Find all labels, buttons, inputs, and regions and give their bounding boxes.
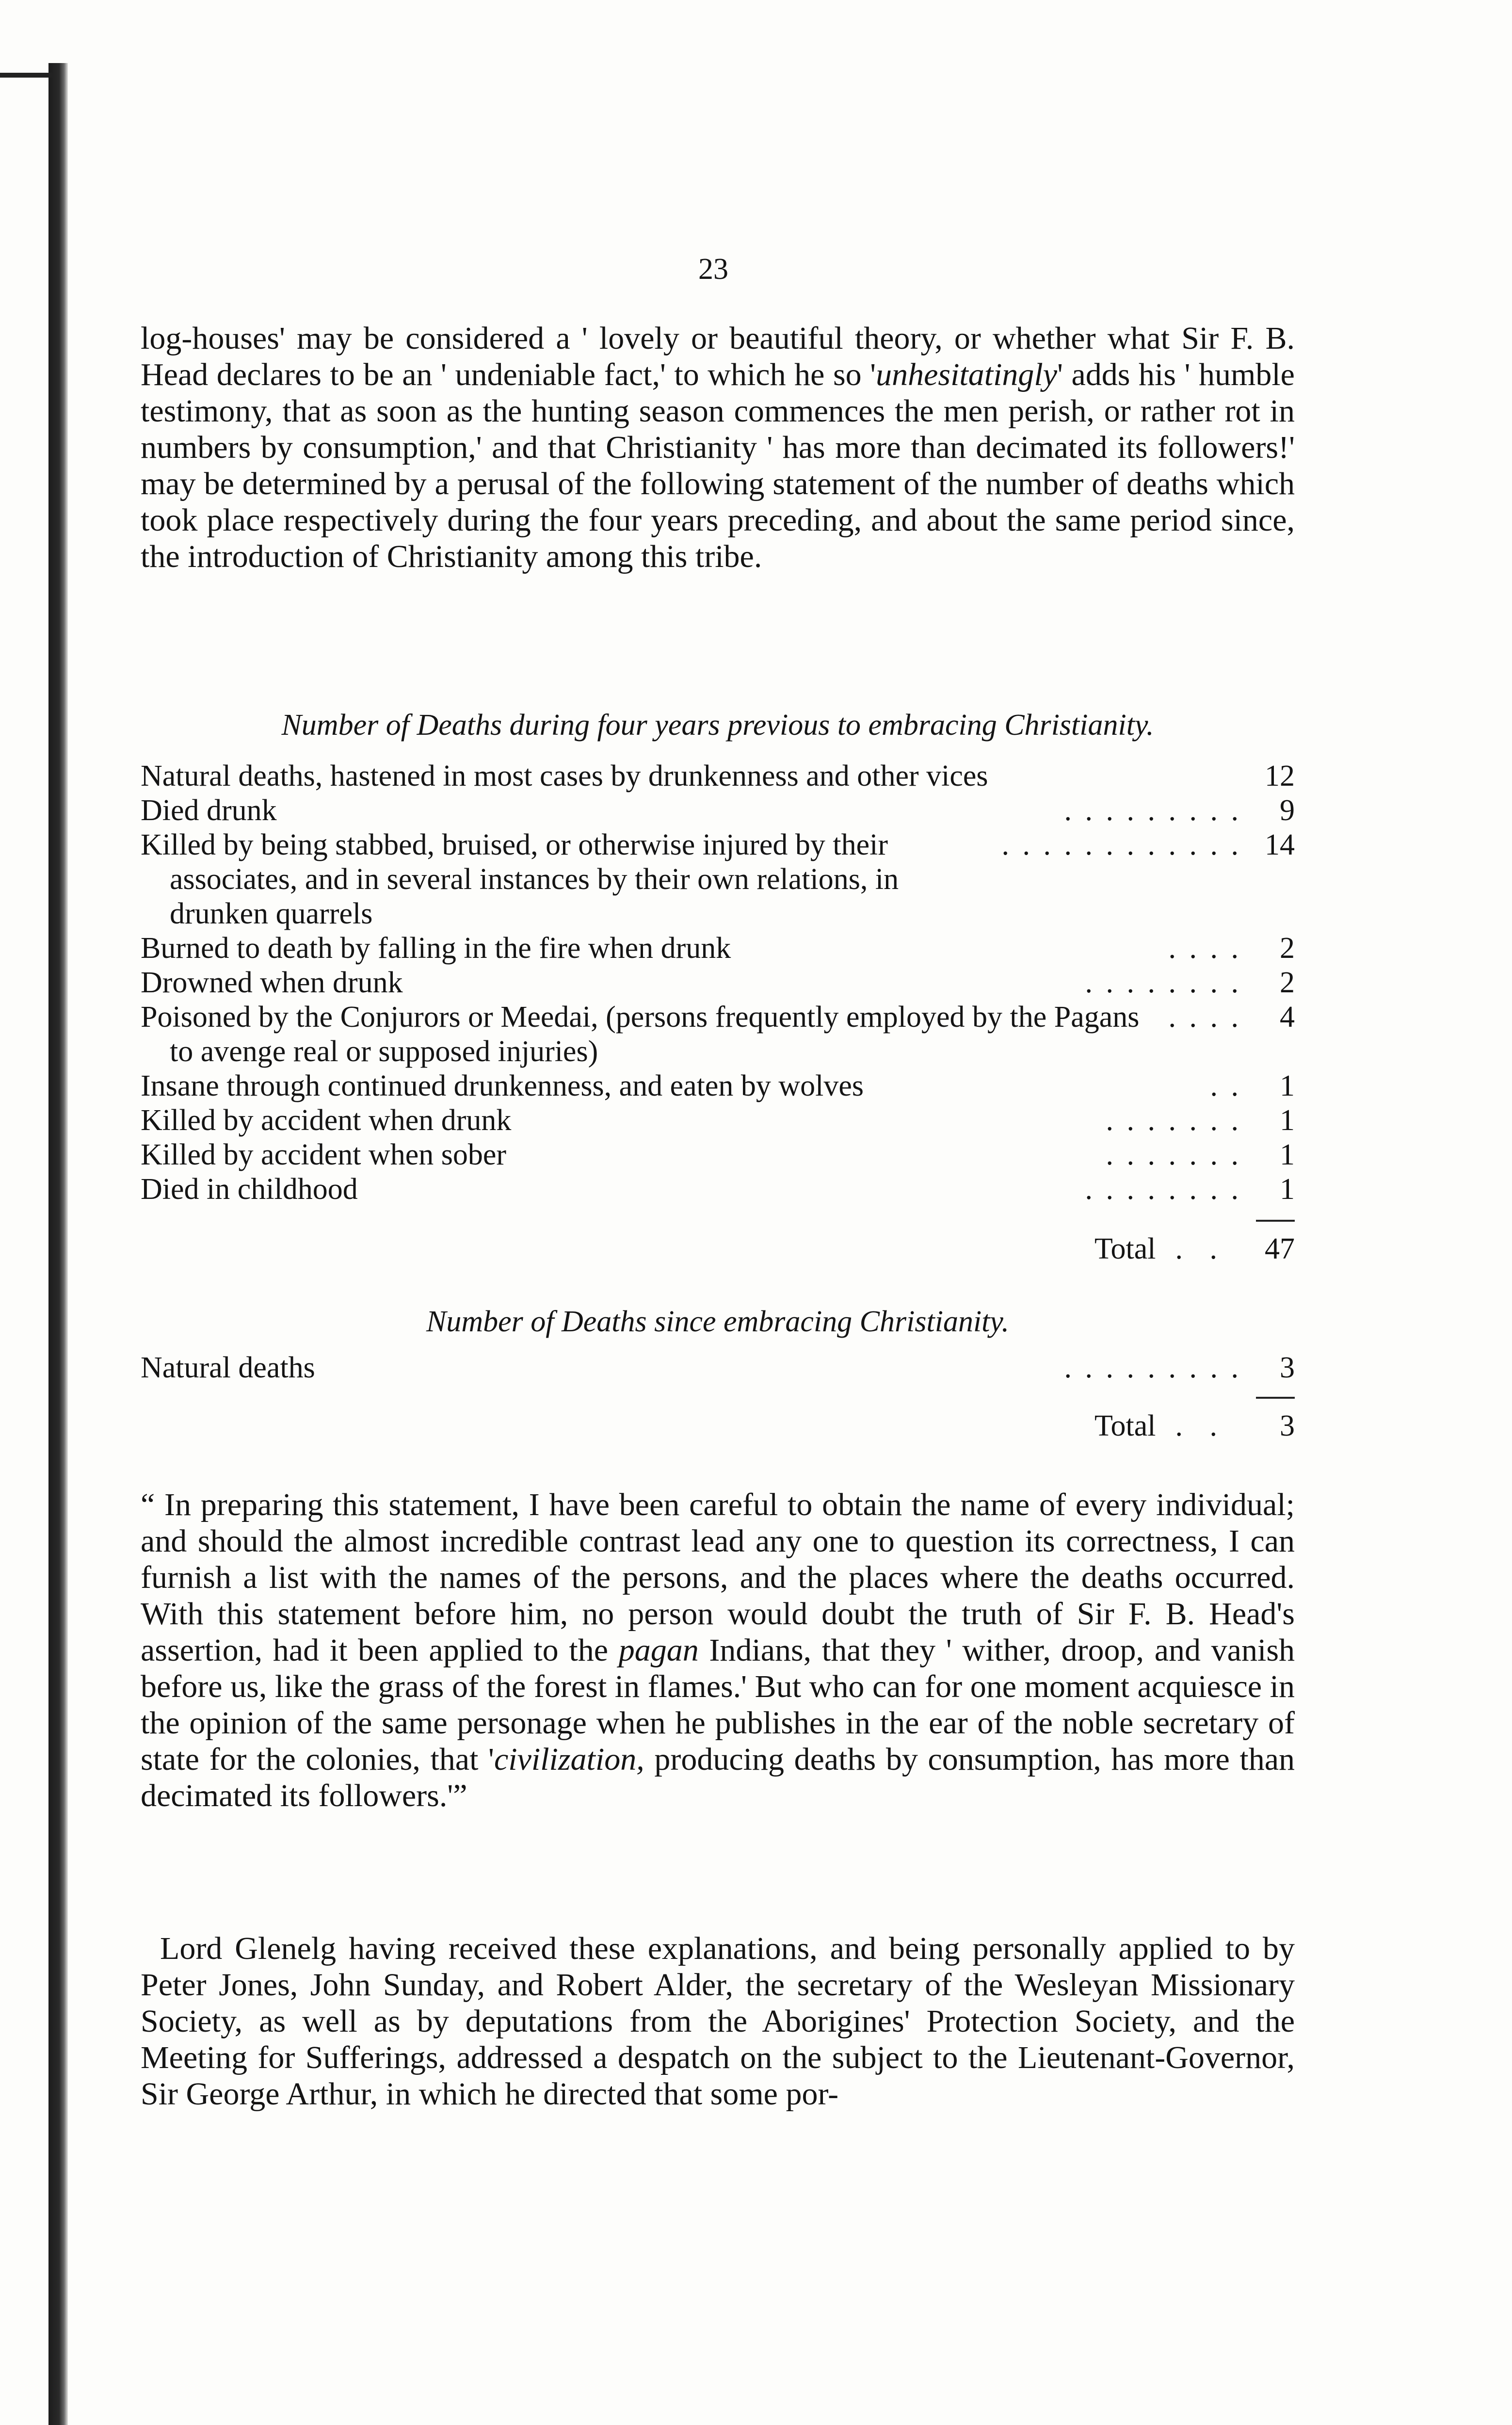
text-run: “ In preparing this statement, I have been careful to obtain the name of every individual; and should the almost incredible contrast lead any one to question its correctness, I can furnish a list with the names of the persons, and the places where the deaths occurred. With this statement before him, no person would doubt the truth of Sir F. B. Head's assertion, had it been applied to the [141,1487,1295,1668]
page-edge-mark [0,73,53,78]
deaths-after-table [141,1351,1295,1385]
table-row [141,1172,1295,1207]
leader-dots: . . . . . . . . [1085,966,1241,999]
text-run: ' adds his ' humble testimony, that as soon as the hunting season commences the men perish, or rather rot in numbers by consumption,' and that Christianity ' has more than decimated its followers!' may be determined by a perusal of the following statement of the number of deaths which took place respectively during the four years preceding, and about the same period since, the introduction of Christianity among this tribe. [141,357,1295,574]
total-rule [1256,1220,1295,1222]
row-label: Insane through continued drunkenness, and eaten by wolves [141,1069,864,1102]
emphasis-text: unhesitatingly [876,357,1058,392]
total-value: 47 [1265,1232,1295,1265]
row-value: 12 [1265,760,1295,792]
row-label: Natural deaths, hastened in most cases by drunkenness and other vices [141,760,988,792]
row-value: 3 [1280,1351,1295,1384]
row-value: 2 [1280,932,1295,965]
leader-dots: . . . . . . . [1106,1104,1241,1137]
table-row [141,1069,1295,1103]
row-label: Killed by being stabbed, bruised, or otherwise injured by their associates, and in several instances by their own relations, in drunken quarrels [141,828,899,930]
text-run: Indians, that they ' wither, droop, and vanish before us, like the grass of the forest in flames.' But who can for one moment acquiesce in the opinion of the same personage when he publishes in the ear of the noble secretary of state for the colonies, that ' [141,1633,1295,1777]
row-label: Died drunk [141,794,277,827]
total-rule [1256,1397,1295,1399]
table-row [141,1138,1295,1172]
row-value: 1 [1280,1173,1295,1206]
text-run: producing deaths by consumption, has more than decimated its followers.'” [141,1742,1295,1813]
row-value: 14 [1265,828,1295,861]
table-row [141,793,1295,828]
row-label: Killed by accident when sober [141,1138,507,1171]
row-value: 1 [1280,1069,1295,1102]
row-label: Died in childhood [141,1173,358,1206]
quote-paragraph [141,1487,1295,1814]
row-label: Drowned when drunk [141,966,403,999]
row-label: Burned to death by falling in the fire when drunk [141,932,731,965]
row-label: Natural deaths [141,1351,315,1384]
table-row [141,1103,1295,1138]
table-row [141,828,1295,931]
row-label: Poisoned by the Conjurors or Meedai, (persons frequently employed by the Pagans to avenge real or supposed injuries) [141,1001,1140,1068]
total-row-before [1094,1232,1295,1266]
total-label: Total [1094,1232,1156,1265]
leader-dots: . . [1175,1409,1227,1442]
leader-dots: . . . . . . . . . [1064,794,1241,827]
text-run: log-houses' may be considered a ' lovely or beautiful theory, or whether what Sir F. B. Head declares to be an ' undeniable fact,' to which he so ' [141,321,1295,392]
table-heading-before: Number of Deaths during four years previous to embracing Christianity. [281,709,1154,742]
leader-dots: . . [1175,1232,1227,1265]
row-value: 2 [1280,966,1295,999]
closing-paragraph: Lord Glenelg having received these explanations, and being personally applied to by Peter Jones, John Sunday, and Robert Alder, the secretary of the Wesleyan Missionary Society, as well as by deputations from the Aborigines' Protection Society, and the Meeting for Sufferings, addressed a despatch on the subject to the Lieutenant-Governor, Sir George Arthur, in which he directed that some por- [141,1931,1295,2112]
table-row [141,1351,1295,1385]
row-value: 4 [1280,1001,1295,1034]
leader-dots: . . . . . . . . [1085,1173,1241,1206]
opening-paragraph [141,320,1295,575]
row-value: 9 [1280,794,1295,827]
leader-dots: . . . . . . . . . [1064,1351,1241,1384]
leader-dots: . . [1210,1069,1241,1102]
table-row [141,759,1295,793]
total-row-after [1094,1409,1295,1443]
row-label: Killed by accident when drunk [141,1104,512,1137]
table-heading-after: Number of Deaths since embracing Christianity. [426,1305,1010,1338]
page-number: 23 [698,253,728,286]
leader-dots: . . . . . . . . . . . . [1001,828,1241,861]
leader-dots: . . . . . . . [1106,1138,1241,1171]
table-row [141,966,1295,1000]
leader-dots: . . . . [1168,932,1241,965]
emphasis-text: pagan [618,1633,699,1668]
emphasis-text: civilization, [494,1742,644,1777]
leader-dots: . . . . [1168,1001,1241,1034]
row-value: 1 [1280,1138,1295,1171]
row-value: 1 [1280,1104,1295,1137]
total-value: 3 [1280,1409,1295,1442]
deaths-before-table [141,759,1295,1207]
book-spine-edge [48,63,68,2425]
total-label: Total [1094,1409,1156,1442]
table-row [141,1000,1295,1069]
table-row [141,931,1295,966]
